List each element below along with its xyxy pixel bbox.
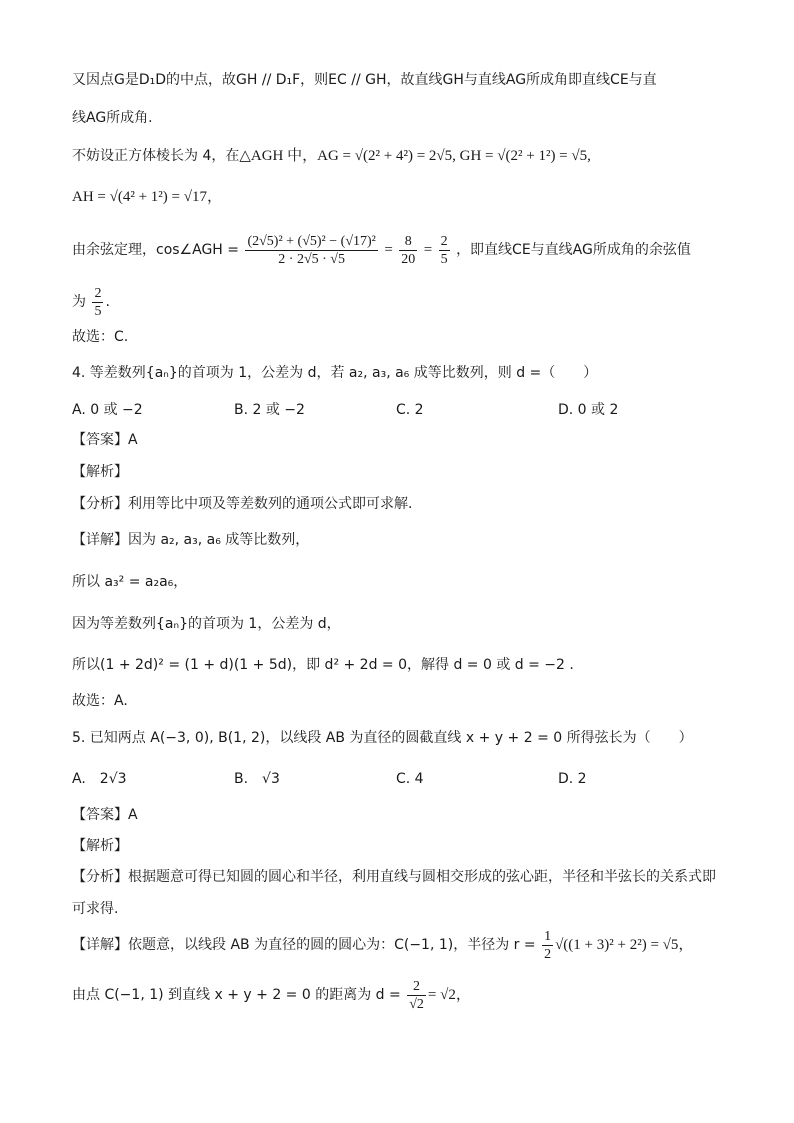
text-line: [72, 282, 110, 322]
q5-option-d: D. 2: [558, 771, 587, 787]
fraction-numerator: 2: [94, 285, 102, 301]
math-expression: △AGH 中，AG = √(2² + 4²) = 2√5, GH = √(2² + 1²) = √5,: [239, 148, 591, 164]
text-line: 线AG所成角.: [72, 110, 153, 126]
fraction-denominator: 5: [94, 303, 102, 319]
fraction: [245, 233, 377, 268]
math-expression: = √2，: [427, 987, 471, 1003]
text-segment: ，即直线CE与直线AG所成角的余弦值: [456, 242, 691, 258]
fraction-denominator: 2: [544, 946, 552, 962]
text-segment: 为: [72, 294, 86, 310]
text-segment: 由点 C(−1, 1) 到直线 x + y + 2 = 0 的距离为 d =: [72, 987, 401, 1003]
fraction: [92, 285, 103, 320]
q4-step: 所以 a₃² = a₂a₆，: [72, 574, 188, 590]
fraction-numerator: 2: [440, 233, 448, 249]
q5-xiangjie: [72, 925, 693, 965]
q4-step: 故选：A.: [72, 693, 128, 709]
q4-option-b: B. 2 或 −2: [234, 402, 305, 418]
q4-answer: 【答案】A: [72, 432, 138, 448]
fraction: [542, 928, 553, 963]
q5-fenxi: 【分析】根据题意可得已知圆的圆心和半径，利用直线与圆相交形成的弦心距，半径和半弦长的关系式即: [72, 869, 716, 885]
q4-option-d: D. 0 或 2: [558, 402, 619, 418]
q4-fenxi: 【分析】利用等比中项及等差数列的通项公式即可求解.: [72, 496, 413, 512]
text-line: 故选：C.: [72, 329, 129, 345]
text-segment: 由余弦定理，cos∠AGH =: [72, 242, 239, 258]
fraction-denominator: 5: [440, 251, 448, 267]
math-expression: √((1 + 3)² + 2²) = √5，: [555, 937, 694, 953]
fraction-numerator: 2: [413, 978, 421, 994]
q5-option-b: B. √3: [234, 771, 280, 787]
equals-sign: =: [423, 242, 433, 258]
q4-jiexi: 【解析】: [72, 464, 128, 480]
math-expression: AH = √(4² + 1²) = √17，: [72, 189, 222, 205]
fraction: [399, 233, 417, 268]
q4-option-c: C. 2: [396, 402, 424, 418]
fraction: [439, 233, 450, 268]
q5-jiexi: 【解析】: [72, 838, 128, 854]
text-line: 又因点G是D₁D的中点，故GH // D₁F，则EC // GH，故直线GH与直线AG所成角即直线CE与直: [72, 72, 657, 88]
q5-fenxi: 可求得.: [72, 901, 119, 917]
text-line: [72, 146, 591, 166]
q4-step: 因为等差数列{aₙ}的首项为 1，公差为 d，: [72, 616, 341, 632]
fraction-numerator: (2√5)² + (√5)² − (√17)²: [247, 233, 376, 249]
fraction-numerator: 1: [544, 928, 552, 944]
cosine-law-line: [72, 230, 691, 270]
q5-option-a: A. 2√3: [72, 771, 127, 787]
fraction-numerator: 8: [404, 233, 412, 249]
q4-option-a: A. 0 或 −2: [72, 402, 143, 418]
text-segment: 【详解】依题意，以线段 AB 为直径的圆的圆心为：C(−1, 1)，半径为 r =: [72, 937, 536, 953]
fraction-denominator: 2 · 2√5 · √5: [245, 250, 377, 268]
question-4-stem: 4. 等差数列{aₙ}的首项为 1，公差为 d，若 a₂, a₃, a₆ 成等比数列，则 d =（ ）: [72, 365, 598, 381]
q4-xiangjie: 【详解】因为 a₂, a₃, a₆ 成等比数列，: [72, 532, 310, 548]
text-segment: 不妨设正方体棱长为 4，在: [72, 148, 240, 164]
q5-answer: 【答案】A: [72, 807, 138, 823]
fraction-denominator: 20: [401, 251, 416, 267]
equals-sign: =: [384, 242, 393, 258]
q4-step: 所以(1 + 2d)² = (1 + d)(1 + 5d)，即 d² + 2d = 0，解得 d = 0 或 d = −2 .: [72, 657, 574, 673]
q5-option-c: C. 4: [396, 771, 424, 787]
text-segment: .: [105, 294, 110, 310]
q5-distance: [72, 975, 471, 1015]
fraction-denominator: √2: [409, 996, 424, 1012]
fraction: [407, 978, 426, 1013]
question-5-stem: 5. 已知两点 A(−3, 0), B(1, 2)，以线段 AB 为直径的圆截直线 x + y + 2 = 0 所得弦长为（ ）: [72, 730, 693, 746]
